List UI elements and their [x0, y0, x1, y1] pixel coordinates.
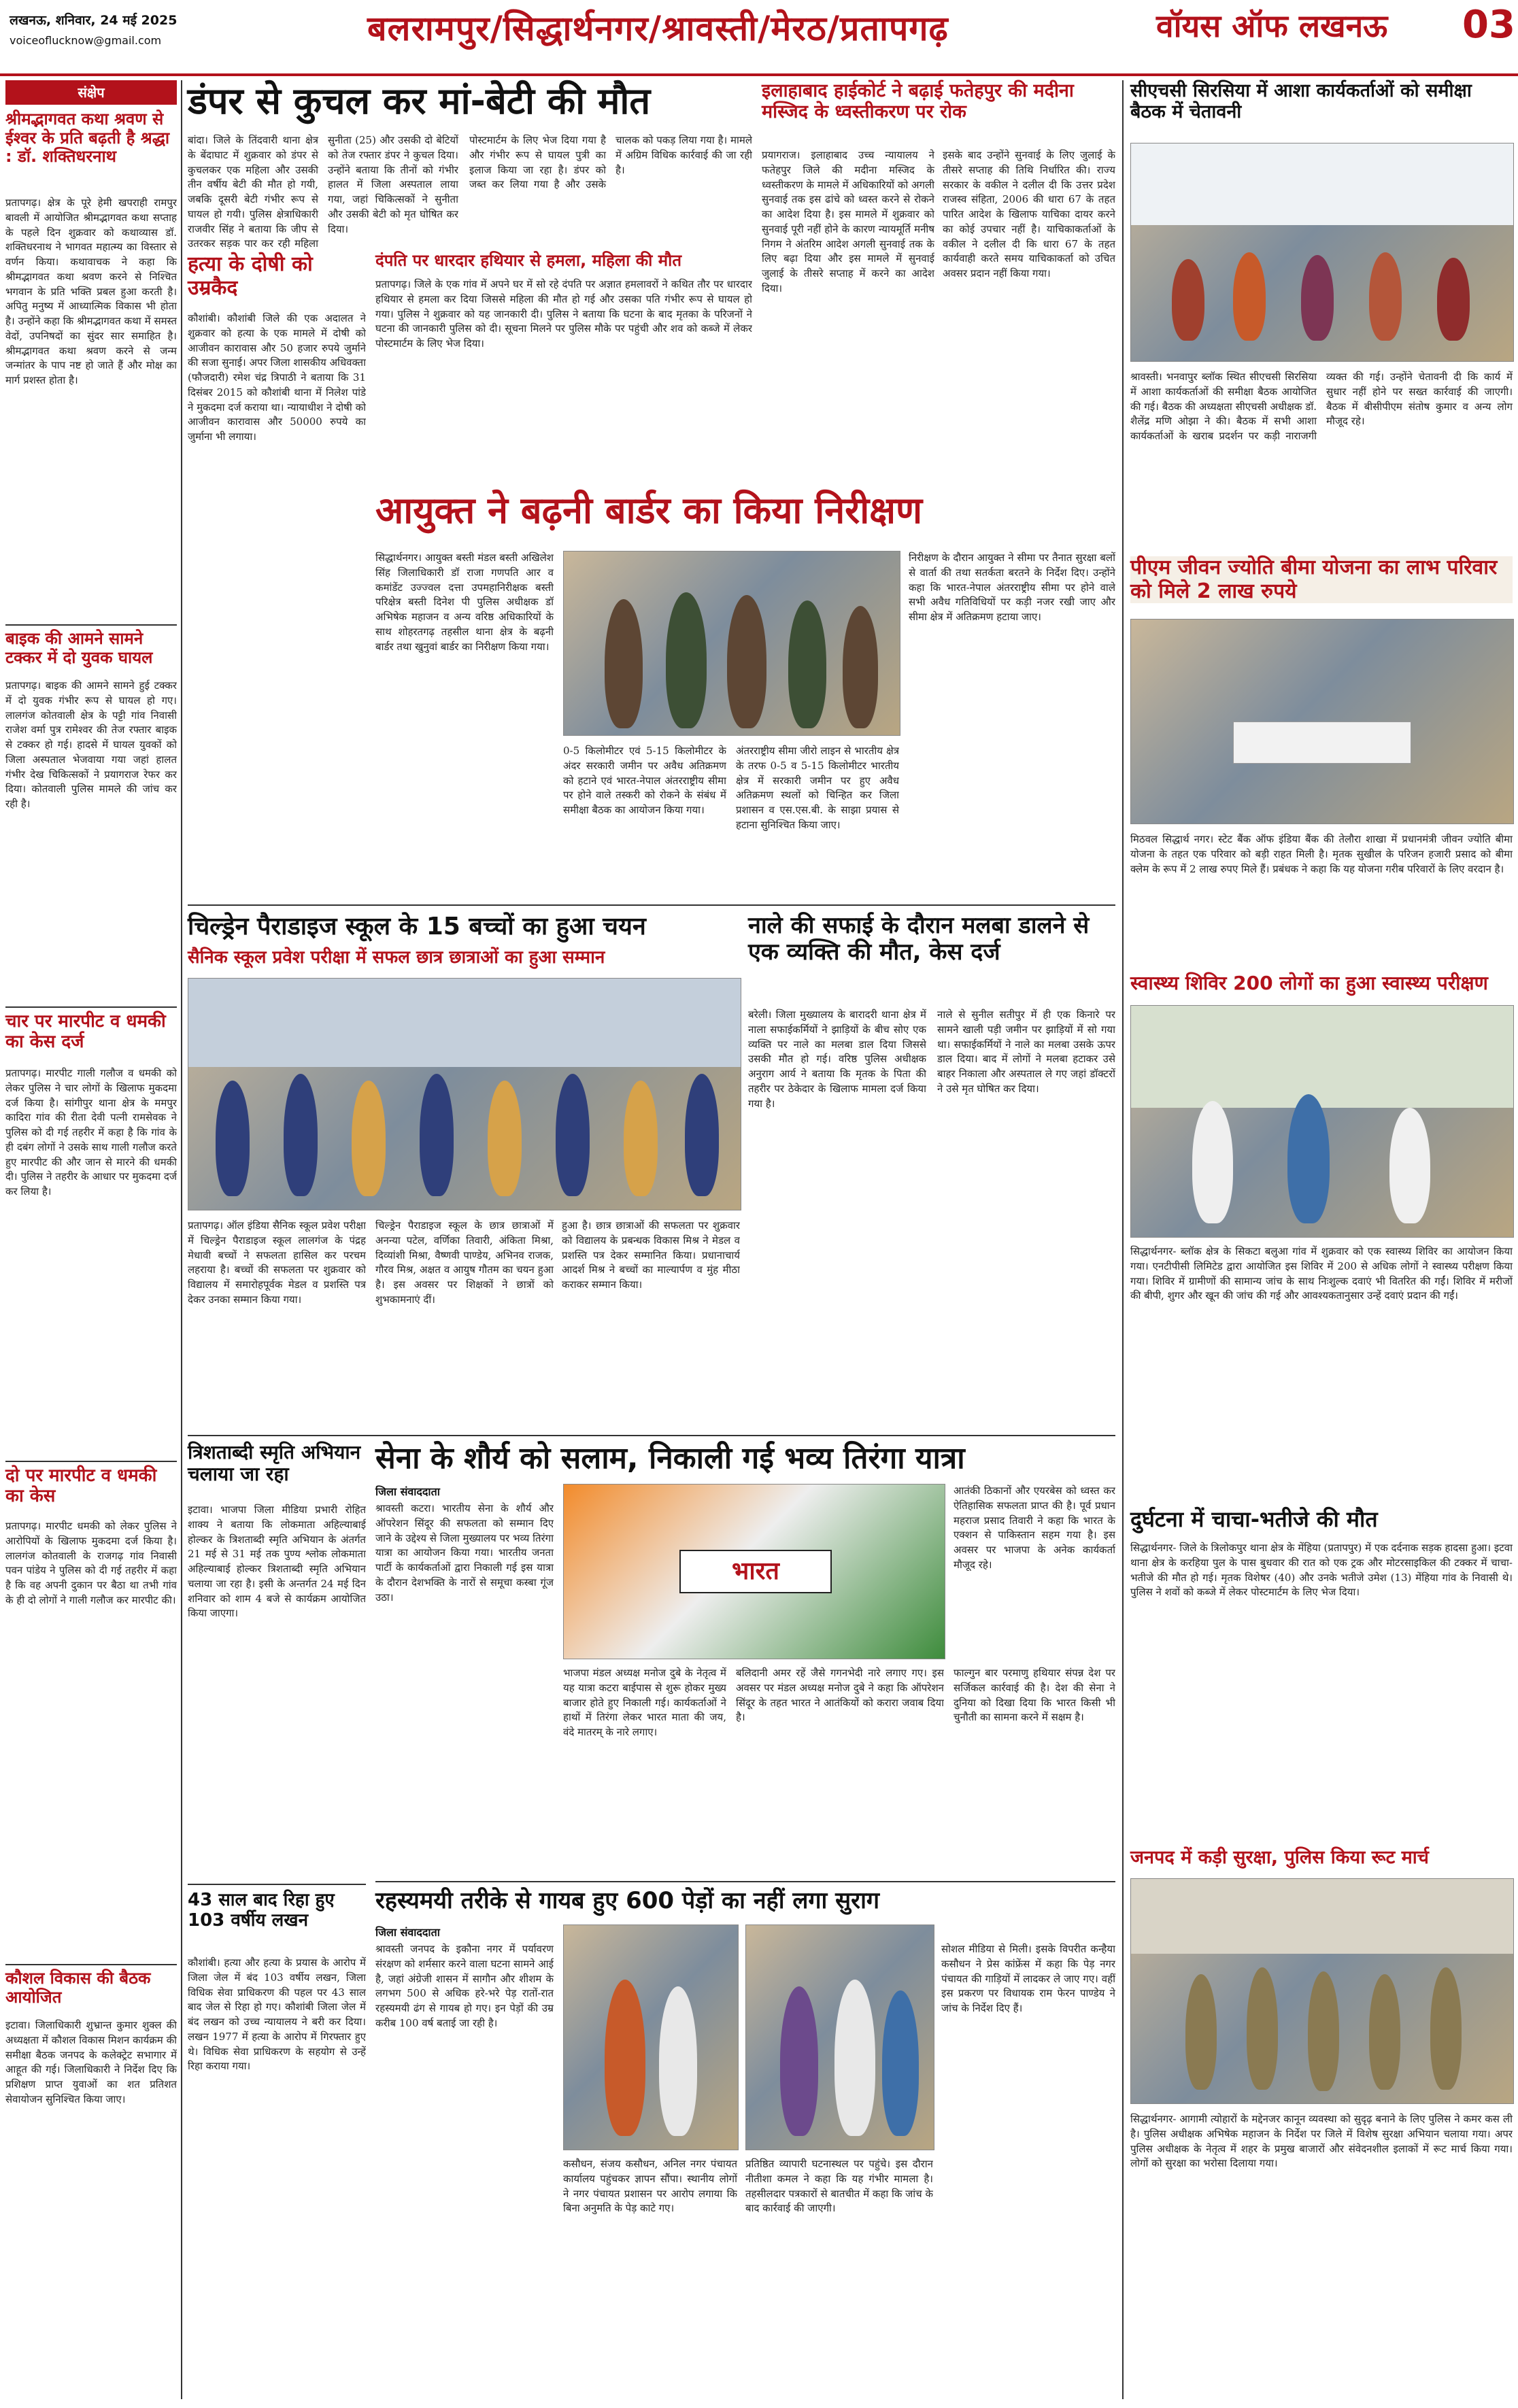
- army-body-1: श्रावस्ती कटरा। भारतीय सेना के शौर्य और ऑपरेशन सिंदूर की सफलता को सम्मान दिए जाने के उद्देश्य से जिला मुख्यालय पर भव्य तिरंगा यात्रा का आयोजन किया गया। भारतीय जनता पार्टी के कार्यकर्ताओं द्वारा निकाली गई इस यात्रा के दौरान देशभक्ति के नारों से समूचा कस्बा गूंज उठा।: [375, 1502, 554, 1604]
- highcourt-body-left: प्रयागराज। इलाहाबाद उच्च न्यायालय ने फतेहपुर जिले की मदीना मस्जिद के ध्वस्तीकरण के मामले में अधिकारियों को अगली सुनवाई तक इस ढांचे को ध्वस्त करने से रोकने का आदेश दिया है। इस मामले में शुक्रवार को सुनवाई पूरी नहीं होने के कारण न्यायमूर्ति मनीष निगम ने अंतरिम आदेश अगली सुनवाई तक के लिए बढ़ा दिया और इस मामले में सुनवाई जुलाई के तीसरे सप्ताह में करने का आदेश दिया।: [762, 149, 934, 294]
- highcourt-headline: इलाहाबाद हाईकोर्ट ने बढ़ाई फतेहपुर की मदीना मस्जिद के ध्वस्तीकरण पर रोक: [762, 80, 1074, 123]
- drain-body-right: नाले से सुनील सतीपुर में ही एक किनारे पर सामने खाली पड़ी जमीन पर झाड़ियों में सो गया था। सफाईकर्मियों ने नाले का मलबा उसके ऊपर डाल दिया। बाद में लोगों ने मलबा हटाकर उसे बाहर निकाला और अस्पताल ले गए जहां डॉक्टरों ने उसे मृत घोषित कर दिया।: [937, 1008, 1115, 1095]
- story-trees-continued: [941, 1888, 1115, 2398]
- attack-body: प्रतापगढ़। जिले के एक गांव में अपने घर में सो रहे दंपति पर अज्ञात हमलावरों ने कथित तौर पर धारदार हथियार से हमला कर दिया जिससे महिला की मौत हो गई और उसका पति गंभीर रूप से घायल हो गया। पुलिस ने शुक्रवार को यह जानकारी दी। पुलिस ने बताया कि घटना के बाद मृतका के परिजनों ने घटना की जानकारी पुलिस को दी। सूचना मिलने पर पुलिस मौके पर पहुंची और शव को कब्जे में लेकर पोस्टमार्टम के लिए भेज दिया।: [375, 278, 752, 350]
- children-body-3: हुआ है। छात्र छात्राओं की सफलता पर शुक्रवार को विद्यालय के प्रबन्धक विकास मिश्र ने मेडल व प्रशस्ति पत्र देकर सम्मानित किया। प्रधानाचार्य आदर्श मिश्र ने बच्चों का माल्यार्पण व मुंह मीठा कराकर सम्मान किया।: [562, 1219, 740, 1291]
- children-body-2: चिल्ड्रेन पैराडाइज स्कूल के छात्र छात्राओं में अनन्या पटेल, वर्णिका तिवारी, अंकिता मिश्रा, दिव्यांशी मिश्रा, वैष्णवी पाण्डेय, अभिनव राजक, गौरव मिश्र, अक्षत व आयुष गौतम का चयन हुआ है। इस अवसर पर शिक्षकों ने छात्रों को शुभकामनाएं दीं।: [375, 1219, 554, 1306]
- edition-date: लखनऊ, शनिवार, 24 मई 2025: [10, 13, 178, 28]
- row-divider-2: [188, 1435, 1115, 1436]
- shatabdi-headline: त्रिशताब्दी स्मृति अभियान चलाया जा रहा: [188, 1441, 361, 1486]
- march-headline: जनपद में कड़ी सुरक्षा, पुलिस किया रूट मार्च: [1130, 1847, 1429, 1868]
- trees-photo-left: [563, 1924, 739, 2150]
- army-body-5: आतंकी ठिकानों और एयरबेस को ध्वस्त कर ऐतिहासिक सफलता प्राप्त की है। पूर्व प्रधान महराज प्रसाद तिवारी ने कहा कि भारत के एक्शन से पाकिस्तान सहम गया है। इस अवसर पर भाजपा के अनेक कार्यकर्ता मौजूद रहे।: [954, 1485, 1115, 1571]
- brief-2-headline: बाइक की आमने सामने टक्कर में दो युवक घायल: [5, 624, 177, 667]
- trees-headline: रहस्यमयी तरीके से गायब हुए 600 पेड़ों का नहीं लगा सुराग: [375, 1887, 880, 1914]
- story-army: [375, 1442, 1115, 1877]
- brief-1-body: प्रतापगढ़। क्षेत्र के पूरे हेमी खपराही रामपुर बावली में आयोजित श्रीमद्भागवत कथा सप्ताह के पहले दिन शुक्रवार को कथाव्यास डॉ. शक्तिधरनाथ ने भागवत महात्म्य का विस्तार से वर्णन किया। कथावाचक ने कहा कि श्रीमद्भागवत कथा श्रवण करने से निश्चित भगवान के प्रति भक्ति प्रबल हुआ करती है। अपितु मनुष्य में आध्यात्मिक विकास भी होता है। उन्होंने कहा कि श्रीमद्भागवत कथा में समस्त वेदों, उपनिषदों का सुंदर सार समाहित है। श्रीमद्भागवत कथा श्रवण करने से जन्म जन्मांतर के पाप नष्ट हो जाते हैं और मोक्ष का मार्ग प्रशस्त होता है।: [5, 197, 177, 386]
- story-pmjjby: [1130, 556, 1513, 964]
- trees-body-4: सोशल मीडिया से मिली। इसके विपरीत कन्हैया कसौधन ने प्रेस कांफ्रेंस में कहा कि पेड़ नगर पंचायत की गाड़ियों में लादकर ले जाए गए। वहीं इस प्रकरण पर विधायक राम फेरन पाण्डेय ने जांच के निर्देश दिए हैं।: [941, 1943, 1115, 2014]
- pmjjby-body: मिठवल सिद्धार्थ नगर। स्टेट बैंक ऑफ इंडिया बैंक की तेलौरा शाखा में प्रधानमंत्री जीवन ज्योति बीमा योजना के तहत एक परिवार को बड़ी राहत मिली है। मृतक सुखील के परिजन हजारी प्रसाद को बीमा क्लेम के रूप में 2 लाख रुपए मिले हैं। प्रबंधक ने कहा कि यह योजना गरीब परिवारों के लिए वरदान है।: [1130, 833, 1513, 875]
- briefs-tag: संक्षेप: [5, 80, 177, 105]
- edition-cities: बलरामपुर/सिद्धार्थनगर/श्रावस्ती/मेरठ/प्रतापगढ़: [367, 9, 949, 48]
- trees-photo-right: [745, 1924, 934, 2150]
- trees-body-1: श्रावस्ती जनपद के इकौना नगर में पर्यावरण संरक्षण को शर्मसार करने वाला घटना सामने आई है, जहां अंग्रेजी शासन में सागौन और शीशम के लगभग 500 से अधिक हरे-भरे पेड़ रातों-रात रहस्यमयी ढंग से गायब हो गए। इन पेड़ों की उम्र करीब 100 वर्ष बताई जा रही है।: [375, 1943, 554, 2029]
- commissioner-body-4: निरीक्षण के दौरान आयुक्त ने सीमा पर तैनात सुरक्षा बलों से वार्ता की तथा सतर्कता बरतने के निर्देश दिए। उन्होंने कहा कि भारत-नेपाल अंतरराष्ट्रीय सीमा पर होने वाले सभी अवैध गतिविधियों पर कड़ी नजर रखी जाए और सीमा क्षेत्र में अतिक्रमण हटाया जाए।: [909, 552, 1115, 623]
- route-march-photo: [1130, 1878, 1514, 2104]
- story-drain: [748, 913, 1115, 1429]
- edition-email: voiceoflucknow@gmail.com: [10, 34, 162, 47]
- row-divider: [188, 904, 1115, 906]
- asha-headline: सीएचसी सिरसिया में आशा कार्यकर्ताओं को समीक्षा बैठक में चेतावनी: [1130, 80, 1472, 123]
- commissioner-body-3: अंतरराष्ट्रीय सीमा जीरो लाइन से भारतीय क्षेत्र के तरफ 0-5 व 5-15 किलोमीटर भारतीय क्षेत्र में सरकारी जमीन पर हुए अवैध अतिक्रमण स्थलों को चिन्हित कर जिला प्रशासन व एस.एस.बी. के साझा प्रयास से हटाना सुनिश्चित किया जाए।: [736, 745, 899, 831]
- page-number: 03: [1462, 3, 1515, 47]
- murder-headline: हत्या के दोषी को उम्रकैद: [188, 252, 313, 300]
- pmjjby-photo: [1130, 619, 1514, 824]
- brief-5-headline: कौशल विकास की बैठक आयोजित: [5, 1964, 177, 2007]
- story-shatabdi: [188, 1442, 366, 1877]
- health-camp-photo: [1130, 1005, 1514, 1238]
- column-divider: [181, 80, 182, 2399]
- story-dumper: [188, 80, 752, 257]
- brief-3-headline: चार पर मारपीट व धमकी का केस दर्ज: [5, 1006, 177, 1053]
- story-march: [1130, 1847, 1513, 2399]
- dumper-headline: डंपर से कुचल कर मां-बेटी की मौत: [188, 80, 651, 122]
- briefs-column: [5, 80, 177, 2399]
- army-body-2: भाजपा मंडल अध्यक्ष मनोज दुबे के नेतृत्व में यह यात्रा कटरा बाईपास से शुरू होकर मुख्य बाजार होते हुए निकाली गई। कार्यकर्ताओं ने हाथों में तिरंगा लेकर भारत माता की जय, वंदे मातरम् के नारे लगाए।: [563, 1667, 726, 1738]
- story-commissioner: [375, 490, 1115, 898]
- lekhan-headline: 43 साल बाद रिहा हुए 103 वर्षीय लखन: [188, 1890, 335, 1931]
- march-body: सिद्धार्थनगर- आगामी त्योहारों के मद्देनजर कानून व्यवस्था को सुदृढ़ बनाने के लिए पुलिस ने कमर कस ली है। पुलिस अधीक्षक अभिषेक महाजन के निर्देश पर जिले में विशेष सुरक्षा अभियान चलाया गया। अपर पुलिस अधीक्षक के नेतृत्व में शहर के प्रमुख बाजारों और संवेदनशील इलाकों में रूट मार्च किया गया। लोगों को सुरक्षा का भरोसा दिलाया गया।: [1130, 2113, 1513, 2170]
- story-attack: [375, 252, 752, 476]
- asha-body: श्रावस्ती। भनवापुर ब्लॉक स्थित सीएचसी सिरसिया में आशा कार्यकर्ताओं की समीक्षा बैठक आयोजित की गई। बैठक की अध्यक्षता सीएचसी अधीक्षक डॉ. शैलेंद्र मणि ओझा ने की। बैठक में सभी आशा कार्यकर्ताओं के खराब प्रदर्शन पर कड़ी नाराजगी व्यक्त की गई। उन्होंने चेतावनी दी कि कार्य में सुधार नहीं होने पर सख्त कार्रवाई की जाएगी। बैठक में बीसीपीएम संतोष कुमार व अन्य लोग मौजूद रहे।: [1130, 371, 1513, 442]
- brief-4-headline: दो पर मारपीट व धमकी का केस: [5, 1461, 177, 1507]
- trees-byline: जिला संवाददाता: [375, 1926, 440, 1939]
- drain-body-left: बरेली। जिला मुख्यालय के बारादरी थाना क्षेत्र में नाला सफाईकर्मियों ने झाड़ियों के बीच सोए एक व्यक्ति पर नाले का मलबा डाल दिया जिससे उसकी मौत हो गई। वरिष्ठ पुलिस अधीक्षक अनुराग आर्य ने बताया कि मृतक के पिता की तहरीर पर ठेकेदार के खिलाफ मामला दर्ज किया गया है।: [748, 1008, 926, 1110]
- children-subheadline: सैनिक स्कूल प्रवेश परीक्षा में सफल छात्र छात्राओं का हुआ सम्मान: [188, 947, 605, 968]
- story-children: [188, 913, 740, 1429]
- lekhan-body: कौशांबी। हत्या और हत्या के प्रयास के आरोप में जिला जेल में बंद 103 वर्षीय लखन, जिला विधिक सेवा प्राधिकरण की पहल पर 43 साल बाद जेल से रिहा हो गए। कौशांबी जिला जेल में बंद लखन को उच्च न्यायालय ने बरी कर दिया। लखन 1977 में हत्या के आरोप में गिरफ्तार हुए थे। विधिक सेवा प्राधिकरण के सहयोग से उन्हें रिहा कराया गया।: [188, 1956, 366, 2073]
- tiranga-banner-text: भारत: [679, 1550, 832, 1593]
- story-murder: [188, 253, 366, 906]
- drain-headline: नाले की सफाई के दौरान मलबा डालने से एक व्यक्ति की मौत, केस दर्ज: [748, 912, 1090, 966]
- story-chacha: [1130, 1507, 1513, 1840]
- commissioner-body-2: 0-5 किलोमीटर एवं 5-15 किलोमीटर के अंदर सरकारी जमीन पर अवैध अतिक्रमण को हटाने एवं भारत-नेपाल अंतरराष्ट्रीय सीमा पर होने वाले तस्करी को रोकने के संबंध में समीक्षा बैठक का आयोजन किया गया।: [563, 745, 726, 816]
- children-headline: चिल्ड्रेन पैराडाइज स्कूल के 15 बच्चों का हुआ चयन: [188, 913, 646, 940]
- highcourt-body-right: इसके बाद उन्होंने सुनवाई के लिए जुलाई के तीसरे सप्ताह की तिथि निर्धारित की। राज्य सरकार के वकील ने दलील दी कि उत्तर प्रदेश राजस्व संहिता, 2006 की धारा 67 के तहत पारित आदेश के खिलाफ याचिका दायर करने का कोई उपचार नहीं है। याचिकाकर्ताओं के वकील ने दलील दी कि धारा 67 के तहत कार्यवाही करते समय याचिकाकर्ता को उचित अवसर प्रदान नहीं किया गया।: [943, 149, 1115, 279]
- chacha-body: सिद्धार्थनगर- जिले के त्रिलोकपुर थाना क्षेत्र के मेंहिया (प्रतापपुर) में एक दर्दनाक सड़क हादसा हुआ। इटवा थाना क्षेत्र के करहिया पुल के पास बुधवार की रात को एक ट्रक और मोटरसाइकिल की टक्कर में चाचा-भतीजे की मौत हो गई। मृतक विशेषर (40) और उनके भतीजे उमेश (13) मेंहिया गांव के निवासी थे। पुलिस ने शवों को कब्जे में लेकर पोस्टमार्टम के लिए भेज दिया।: [1130, 1542, 1513, 1599]
- commissioner-body-1: सिद्धार्थनगर। आयुक्त बस्ती मंडल बस्ती अखिलेश सिंह जिलाधिकारी डॉ राजा गणपति आर व कमांडेंट उज्ज्वल दत्ता उपमहानिरीक्षक बस्ती परिक्षेत्र बस्ती दिनेश पी पुलिस अधीक्षक डॉ अभिषेक महाजन व अन्य वरिष्ठ अधिकारियों के साथ शोहरतगढ़ तहसील थाना क्षेत्र के बढ़नी बार्डर तथा खुनुवां बार्डर का निरीक्षण किया गया।: [375, 552, 554, 653]
- brief-3-body: प्रतापगढ़। मारपीट गाली गलौज व धमकी को लेकर पुलिस ने चार लोगों के खिलाफ मुकदमा दर्ज किया है। सांगीपुर थाना क्षेत्र के ममपुर कादिरा गांव की रीता देवी पत्नी रामसेवक ने पुलिस को दी गई तहरीर में कहा है कि गांव के ही दबंग लोगों ने उसके साथ गाली गलौज करते हुए मारपीट की और जान से मारने की धमकी दी। पुलिस ने तहरीर के आधार पर मुकदमा दर्ज कर लिया है।: [5, 1067, 177, 1198]
- shatabdi-body: इटावा। भाजपा जिला मीडिया प्रभारी रोहित शाक्य ने बताया कि लोकमाता अहिल्याबाई होल्कर के त्रिशताब्दी स्मृति अभियान के अंतर्गत 21 मई से 31 मई तक पुण्य श्लोक लोकमाता अहिल्याबाई होल्कर त्रिशताब्दी स्मृति अभियान चलाया जा रहा है। इसी के अन्तर्गत 24 मई दिन शनिवार को शाम 4 बजे से कार्यक्रम आयोजित किया जाएगा।: [188, 1504, 366, 1620]
- health-headline: स्वास्थ्य शिविर 200 लोगों का हुआ स्वास्थ्य परीक्षण: [1130, 972, 1488, 994]
- dumper-body-left: बांदा। जिले के तिंदवारी थाना क्षेत्र के बेंदाघाट में शुक्रवार को डंपर से कुचलकर एक महिला और उसकी तीन वर्षीय बेटी की मौत हो गयी, जबकि दूसरी बेटी गंभीर रूप से घायल हो गयी। पुलिस क्षेत्राधिकारी राजवीर सिंह ने बताया कि जीप से उतरकर सड़क पार कर रही महिला सुनीता (25) और उसकी दो बेटियों को तेज रफ्तार डंपर ने कुचल दिया। उन्होंने बताया कि तीनों को गंभीर हालत में जिला अस्पताल लाया गया, जहां चिकित्सकों ने सुनीता और उसकी बेटी को मृत घोषित कर दिया।: [188, 134, 458, 250]
- story-health: [1130, 972, 1513, 1503]
- story-lekhan: [188, 1884, 366, 2399]
- column-divider-right: [1122, 80, 1124, 2399]
- army-body-3: बलिदानी अमर रहें जैसे गगनभेदी नारे लगाए गए। इस अवसर पर मंडल अध्यक्ष मनोज दुबे ने कहा कि ऑपरेशन सिंदूर के तहत भारत ने आतंकियों को करारा जवाब दिया है।: [736, 1667, 944, 1724]
- children-group-photo: [188, 978, 741, 1210]
- story-asha: [1130, 80, 1513, 556]
- chacha-headline: दुर्घटना में चाचा-भतीजे की मौत: [1130, 1506, 1378, 1532]
- story-trees: [375, 1888, 933, 2398]
- brief-1-headline: श्रीमद्भागवत कथा श्रवण से ईश्वर के प्रति बढ़ती है श्रद्धा : डॉ. शक्तिधरनाथ: [5, 109, 170, 167]
- murder-body: कौशांबी। कौशांबी जिले की एक अदालत ने शुक्रवार को हत्या के एक मामले में दोषी को आजीवन कारावास और 50 हजार रुपये जुर्माने की सजा सुनाई। अपर जिला शासकीय अधिवक्ता (फौजदारी) रमेश चंद्र त्रिपाठी ने बताया कि 31 दिसंबर 2015 को कौशांबी थाना में निलेश पांडे ने मुकदमा दर्ज कराया था। न्यायाधीश ने दोषी को आजीवन कारावास और 50000 रुपये का जुर्माना भी लगाया।: [188, 312, 366, 443]
- health-body: सिद्धार्थनगर- ब्लॉक क्षेत्र के सिकटा बलुआ गांव में शुक्रवार को एक स्वास्थ्य शिविर का आयोजन किया गया। एनटीपीसी लिमिटेड द्वारा आयोजित इस शिविर में 200 से अधिक लोगों ने स्वास्थ्य परीक्षण किया गया। शिविर में ग्रामीणों की सामान्य जांच के साथ निःशुल्क दवाएं भी वितरित की गईं। शिविर में मरीजों की बीपी, शुगर और खून की जांच की गई और आवश्यकतानुसार उन्हें दवाएं प्रदान की गईं।: [1130, 1245, 1513, 1302]
- asha-meeting-photo: [1130, 143, 1514, 362]
- story-highcourt: [762, 80, 1115, 488]
- newspaper-brand: वॉयस ऑफ लखनऊ: [1156, 7, 1388, 44]
- brief-4-body: प्रतापगढ़। मारपीट धमकी को लेकर पुलिस ने आरोपियों के खिलाफ मुकदमा दर्ज किया है। लालगंज कोतवाली के राजगढ़ गांव निवासी पवन पांडेय ने पुलिस को दी गई तहरीर में कहा है कि वह अपनी दुकान पर बैठा था तभी गांव के ही दो लोगों ने गाली गलौज कर मारपीट की।: [5, 1520, 177, 1606]
- trees-body-3: प्रतिष्ठित व्यापारी घटनास्थल पर पहुंचे। इस दौरान नीतीशा कमल ने कहा कि यह गंभीर मामला है। तहसीलदार पत्रकारों से बातचीत में कहा कि जांच के बाद कार्रवाई की जाएगी।: [745, 2158, 933, 2215]
- brief-5-body: इटावा। जिलाधिकारी शुभ्रान्त कुमार शुक्ल की अध्यक्षता में कौशल विकास मिशन कार्यक्रम की समीक्षा बैठक जनपद के कलेक्ट्रेट सभागार में आहूत की गई। जिलाधिकारी ने निर्देश दिए कि प्रशिक्षण प्राप्त युवाओं का शत प्रतिशत सेवायोजन सुनिश्चित किया जाए।: [5, 2019, 177, 2105]
- army-headline: सेना के शौर्य को सलाम, निकाली गई भव्य तिरंगा यात्रा: [375, 1441, 965, 1476]
- dumper-body-right: पोस्टमार्टम के लिए भेज दिया गया है और गंभीर रूप से घायल पुत्री का इलाज किया जा रहा है। डंपर को जब्त कर लिया गया है और उसके चालक को पकड़ लिया गया है। मामले में अग्रिम विधिक कार्रवाई की जा रही है।: [469, 134, 752, 191]
- trees-body-2: कसौधन, संजय कसौधन, अनिल नगर पंचायत कार्यालय पहुंचकर ज्ञापन सौंपा। स्थानीय लोगों ने नगर पंचायत प्रशासन पर आरोप लगाया कि बिना अनुमति के पेड़ काटे गए।: [563, 2158, 737, 2215]
- commissioner-headline: आयुक्त ने बढ़नी बार्डर का किया निरीक्षण: [375, 489, 922, 532]
- pmjjby-headline: पीएम जीवन ज्योति बीमा योजना का लाभ परिवार को मिले 2 लाख रुपये: [1130, 556, 1513, 603]
- masthead: [0, 0, 1518, 76]
- tiranga-yatra-photo: [563, 1484, 945, 1659]
- brief-2-body: प्रतापगढ़। बाइक की आमने सामने हुई टक्कर में दो युवक गंभीर रूप से घायल हो गए। लालगंज कोतवाली क्षेत्र के पट्टी गांव निवासी राजेश वर्मा पुत्र रामेश्वर की तेज रफ्तार बाइक से टक्कर हो गई। हादसे में घायल युवकों को जिला अस्पताल भेजवाया गया जहां हालत गंभीर देख चिकित्सकों ने प्रयागराज रेफर कर दिया। कोतवाली पुलिस मामले की जांच कर रही है।: [5, 679, 177, 810]
- attack-headline: दंपति पर धारदार हथियार से हमला, महिला की मौत: [375, 251, 681, 270]
- commissioner-photo: [563, 551, 900, 736]
- row-divider-3: [375, 1881, 1115, 1882]
- army-body-4: फाल्गुन बार परमाणु हथियार संपन्न देश पर सर्जिकल कार्रवाई की है। देश की सेना ने दुनिया को दिखा दिया कि भारत किसी भी चुनौती का सामना करने में सक्षम है।: [954, 1667, 1115, 1724]
- army-byline: जिला संवाददाता: [375, 1485, 440, 1498]
- children-body-1: प्रतापगढ़। ऑल इंडिया सैनिक स्कूल प्रवेश परीक्षा में चिल्ड्रेन पैराडाइज स्कूल लालगंज के पंद्रह मेधावी बच्चों ने सफलता हासिल कर परचम लहराया है। बच्चों की सफलता पर शुक्रवार को विद्यालय में समारोहपूर्वक मेडल व प्रशस्ति पत्र देकर उनका सम्मान किया गया।: [188, 1219, 366, 1306]
